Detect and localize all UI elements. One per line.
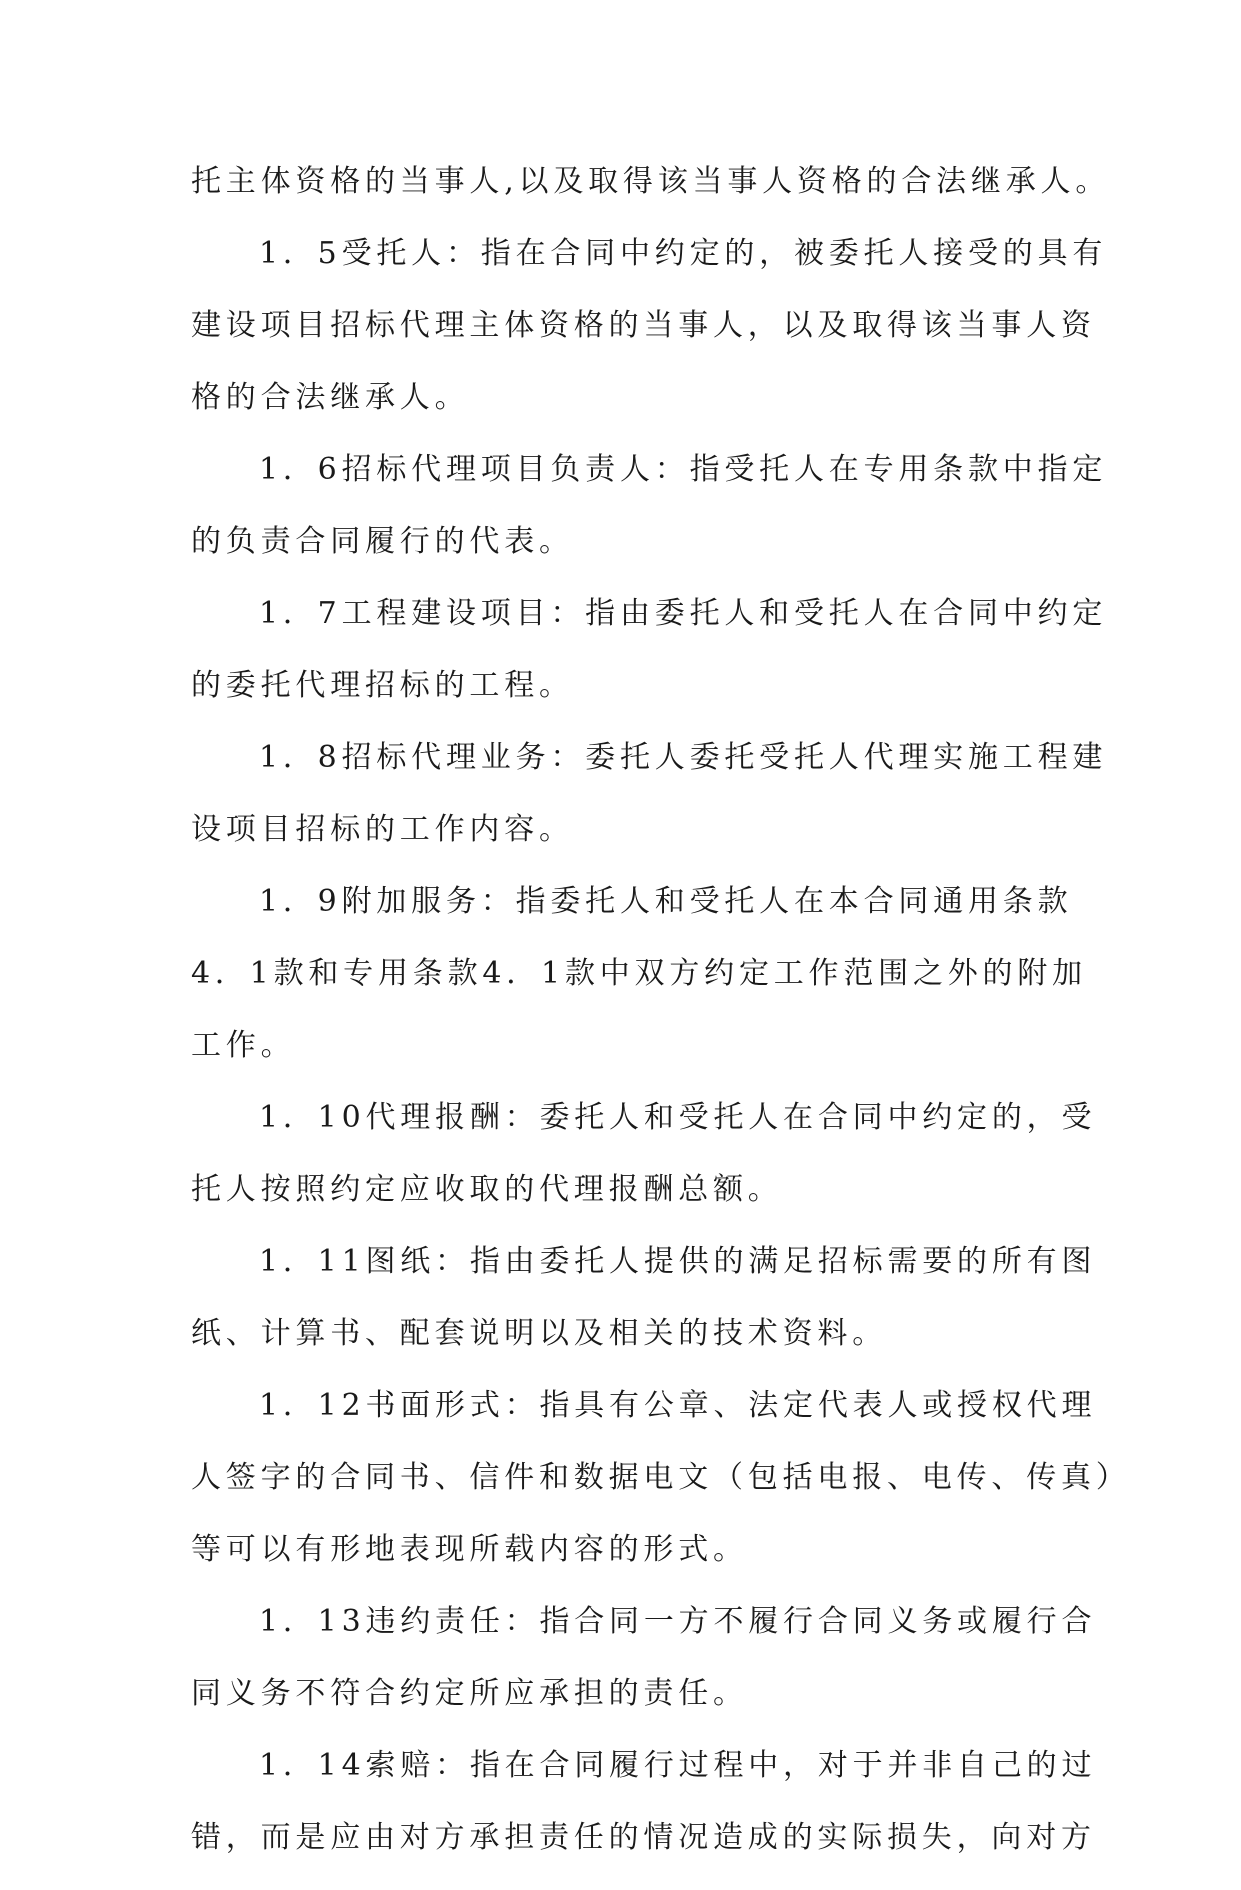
text-line: 托主体资格的当事人,以及取得该当事人资格的合法继承人。 (191, 164, 1111, 199)
text-line: 1．10代理报酬：委托人和受托人在合同中约定的，受 (259, 1100, 1097, 1135)
text-line: 1．12书面形式：指具有公章、法定代表人或授权代理 (259, 1388, 1097, 1423)
text-line: 1．11图纸：指由委托人提供的满足招标需要的所有图 (259, 1244, 1097, 1279)
text-line: 1．7工程建设项目：指由委托人和受托人在合同中约定 (259, 596, 1108, 631)
text-line: 纸、计算书、配套说明以及相关的技术资料。 (191, 1316, 887, 1351)
text-line: 4．1款和专用条款4．1款中双方约定工作范围之外的附加 (191, 956, 1087, 991)
text-line: 人签字的合同书、信件和数据电文（包括电报、电传、传真） (191, 1460, 1131, 1495)
text-line: 托人按照约定应收取的代理报酬总额。 (191, 1172, 783, 1207)
text-line: 1．8招标代理业务：委托人委托受托人代理实施工程建 (259, 740, 1108, 775)
text-line: 1．6招标代理项目负责人：指受托人在专用条款中指定 (259, 452, 1108, 487)
document-body (191, 162, 1131, 1890)
text-line: 建设项目招标代理主体资格的当事人，以及取得该当事人资 (191, 308, 1096, 343)
text-line: 1．9附加服务：指委托人和受托人在本合同通用条款 (259, 884, 1073, 919)
text-line: 格的合法继承人。 (191, 380, 470, 415)
text-line: 1．5受托人：指在合同中约定的，被委托人接受的具有 (259, 236, 1108, 271)
text-line: 的负责合同履行的代表。 (191, 524, 574, 559)
text-line: 等可以有形地表现所载内容的形式。 (191, 1532, 748, 1567)
text-line: 的委托代理招标的工程。 (191, 668, 574, 703)
text-line: 同义务不符合约定所应承担的责任。 (191, 1676, 748, 1711)
text-line: 工作。 (191, 1028, 296, 1063)
text-line: 1．14索赔：指在合同履行过程中，对于并非自己的过 (259, 1748, 1097, 1783)
text-line: 1．13违约责任：指合同一方不履行合同义务或履行合 (259, 1604, 1097, 1639)
text-line: 设项目招标的工作内容。 (191, 812, 574, 847)
text-line: 错，而是应由对方承担责任的情况造成的实际损失，向对方 (191, 1820, 1096, 1855)
